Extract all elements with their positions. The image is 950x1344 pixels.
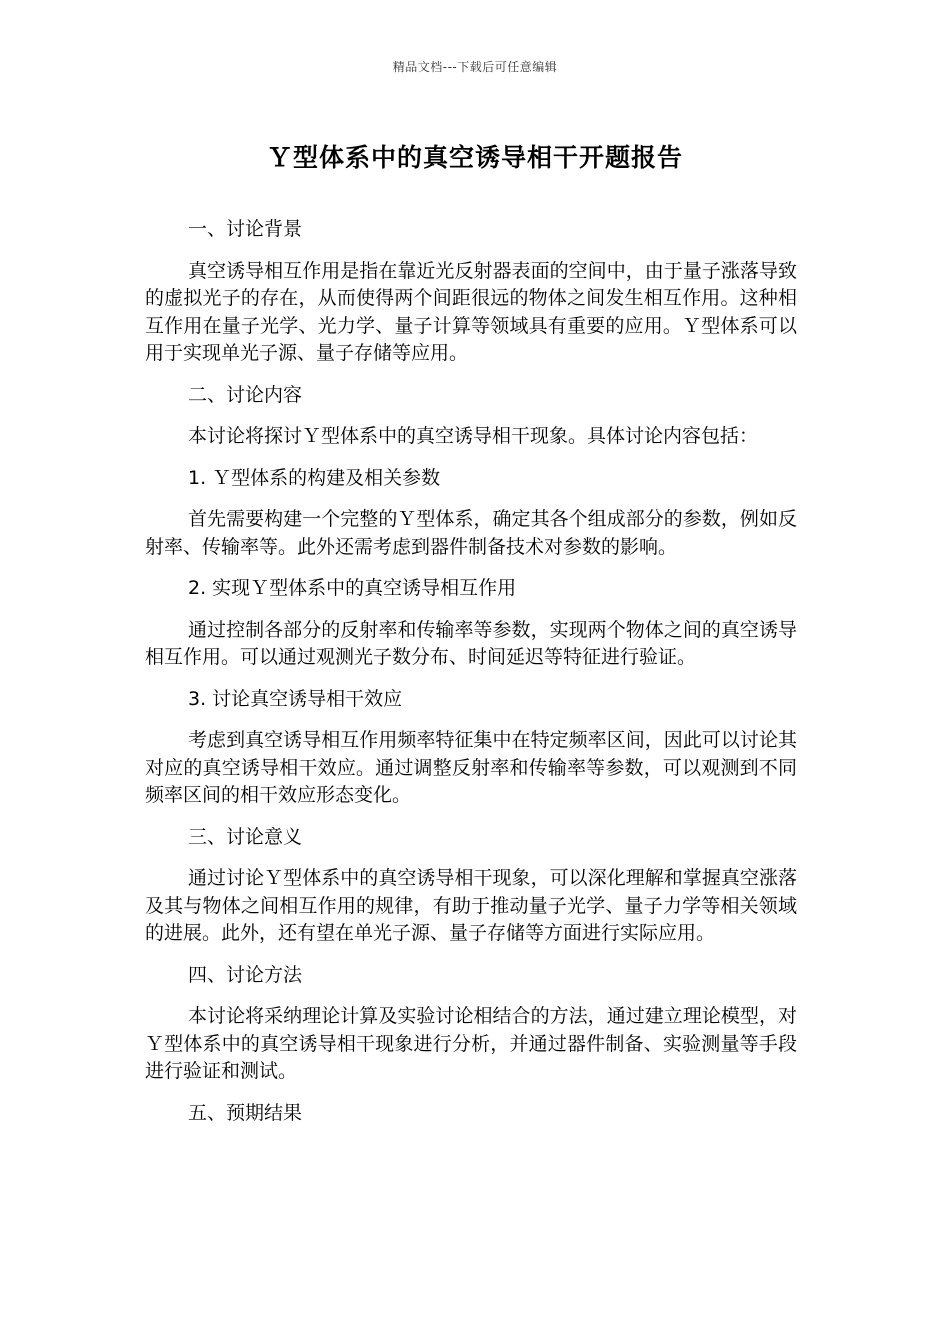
subheading-item-1: 1. Ｙ型体系的构建及相关参数 <box>188 466 441 489</box>
section-heading-significance: 三、讨论意义 <box>188 825 303 848</box>
paragraph-background: 真空诱导相互作用是指在靠近光反射器表面的空间中，由于量子涨落导致的虚拟光子的存在，从而使得两个间距很远的物体之间发生相互作用。这种相互作用在量子光学、光力学、量子计算等领域具有重要的应用。Ｙ型体系可以用于实现单光子源、量子存储等应用。 <box>145 259 797 364</box>
paragraph-content-intro: 本讨论将探讨Ｙ型体系中的真空诱导相干现象。具体讨论内容包括： <box>188 425 759 447</box>
document-title: Ｙ型体系中的真空诱导相干开题报告 <box>266 143 683 172</box>
paragraph-method: 本讨论将采纳理论计算及实验讨论相结合的方法，通过建立理论模型，对Ｙ型体系中的真空诱导相干现象进行分析，并通过器件制备、实验测量等手段进行验证和测试。 <box>145 1005 797 1082</box>
section-heading-background: 一、讨论背景 <box>188 218 303 240</box>
subheading-item-3: 3. 讨论真空诱导相干效应 <box>188 687 403 710</box>
section-heading-method: 四、讨论方法 <box>188 963 303 986</box>
section-heading-content: 二、讨论内容 <box>188 383 303 406</box>
paragraph-significance: 通过讨论Ｙ型体系中的真空诱导相干现象，可以深化理解和掌握真空涨落及其与物体之间相互作用的规律，有助于推动量子光学、量子力学等相关领域的进展。此外，还有望在单光子源、量子存储等方面进行实际应用。 <box>145 867 797 944</box>
subheading-item-2: 2. 实现Ｙ型体系中的真空诱导相互作用 <box>188 577 517 599</box>
document-body <box>145 216 797 1141</box>
paragraph-item-2: 通过控制各部分的反射率和传输率等参数，实现两个物体之间的真空诱导相互作用。可以通过观测光子数分布、时间延迟等特征进行验证。 <box>145 618 797 668</box>
paragraph-item-1: 首先需要构建一个完整的Ｙ型体系，确定其各个组成部分的参数，例如反射率、传输率等。此外还需考虑到器件制备技术对参数的影响。 <box>145 508 797 558</box>
section-heading-results: 五、预期结果 <box>188 1101 303 1124</box>
paragraph-item-3: 考虑到真空诱导相互作用频率特征集中在特定频率区间，因此可以讨论其对应的真空诱导相干效应。通过调整反射率和传输率等参数，可以观测到不同频率区间的相干效应形态变化。 <box>145 729 797 806</box>
header-note: 精品文档---下载后可任意编辑 <box>392 60 558 74</box>
